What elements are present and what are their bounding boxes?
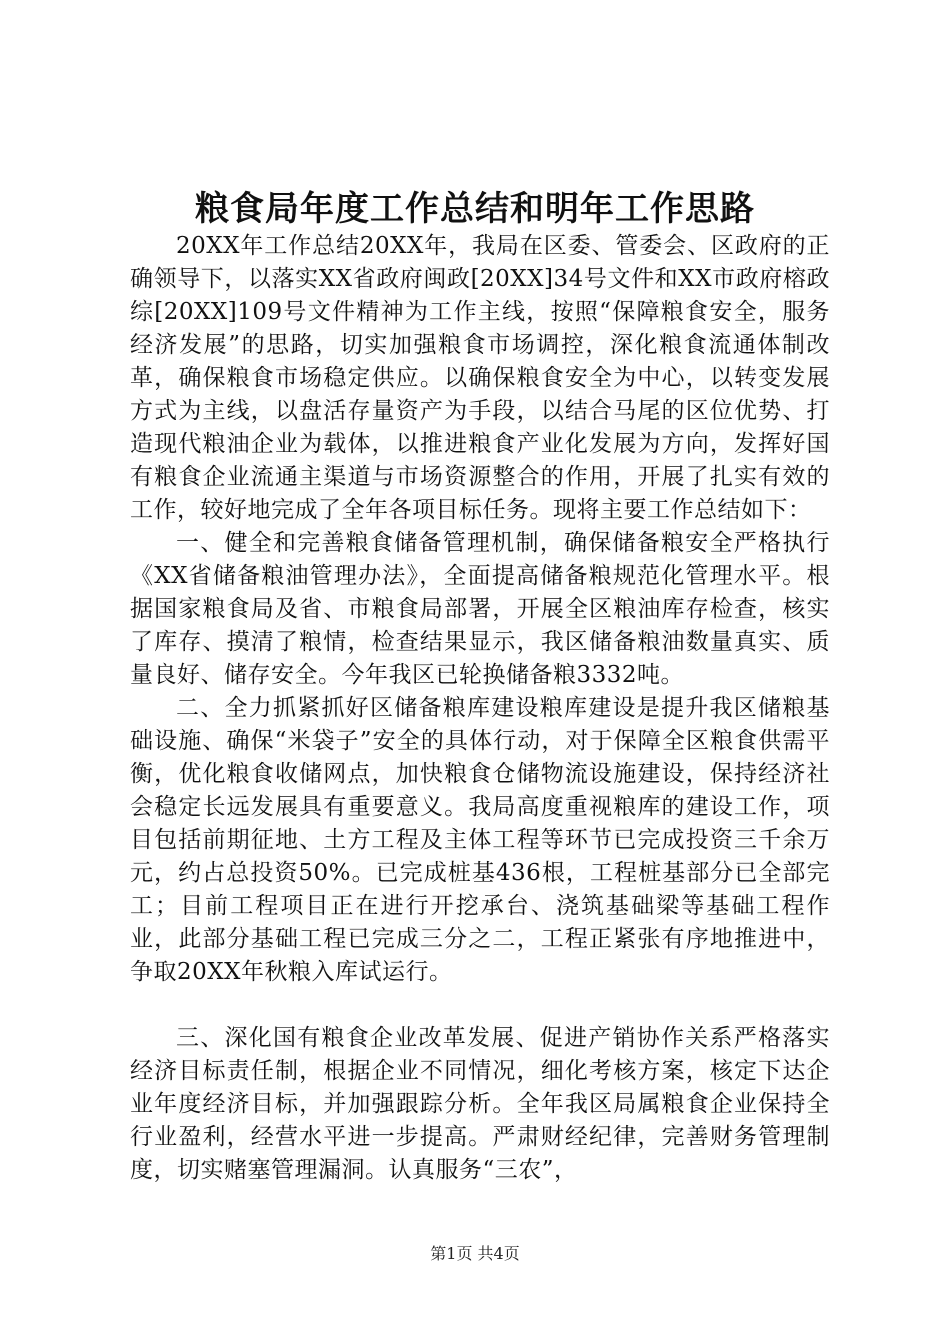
paragraph-section-2: 二、全力抓紧抓好区储备粮库建设粮库建设是提升我区储粮基础设施、确保“米袋子”安全的具体行动，对于保障全区粮食供需平衡，优化粮食收储网点，加快粮食仓储物流设施建设，保持经济社会稳定长远发展具有重要意义。我局高度重视粮库的建设工作，项目包括前期征地、土方工程及主体工程等环节已完成投资三千余万元，约占总投资50%。已完成桩基436根，工程桩基部分已全部完工；目前工程项目正在进行开挖承台、浇筑基础梁等基础工程作业，此部分基础工程已完成三分之二，工程正紧张有序地推进中，争取20XX年秋粮入库试运行。 (130, 695, 830, 985)
paragraph-intro: 20XX年工作总结20XX年，我局在区委、管委会、区政府的正确领导下，以落实XX省政府闽政[20XX]34号文件和XX市政府榕政综[20XX]109号文件精神为工作主线，按照“保障粮食安全，服务经济发展”的思路，切实加强粮食市场调控，深化粮食流通体制改革，确保粮食市场稳定供应。以确保粮食安全为中心，以转变发展方式为主线，以盘活存量资产为手段，以结合马尾的区位优势、打造现代粮油企业为载体，以推进粮食产业化发展为方向，发挥好国有粮食企业流通主渠道与市场资源整合的作用，开展了扎实有效的工作，较好地完成了全年各项目标任务。现将主要工作总结如下： (130, 233, 830, 523)
paragraph-section-3: 三、深化国有粮食企业改革发展、促进产销协作关系严格落实经济目标责任制，根据企业不同情况，细化考核方案，核定下达企业年度经济目标，并加强跟踪分析。全年我区局属粮食企业保持全行业盈利，经营水平进一步提高。严肃财经纪律，完善财务管理制度，切实赌塞管理漏洞。认真服务“三农”， (130, 1025, 830, 1183)
document-title: 粮食局年度工作总结和明年工作思路 (195, 189, 755, 229)
paragraph-section-1: 一、健全和完善粮食储备管理机制，确保储备粮安全严格执行《XX省储备粮油管理办法》，全面提高储备粮规范化管理水平。根据国家粮食局及省、市粮食局部署，开展全区粮油库存检查，核实了库存、摸清了粮情，检查结果显示，我区储备粮油数量真实、质量良好、储存安全。今年我区已轮换储备粮3332吨。 (130, 530, 830, 688)
document-body (130, 230, 830, 1187)
page-footer: 第1页 共4页 (430, 1244, 520, 1263)
